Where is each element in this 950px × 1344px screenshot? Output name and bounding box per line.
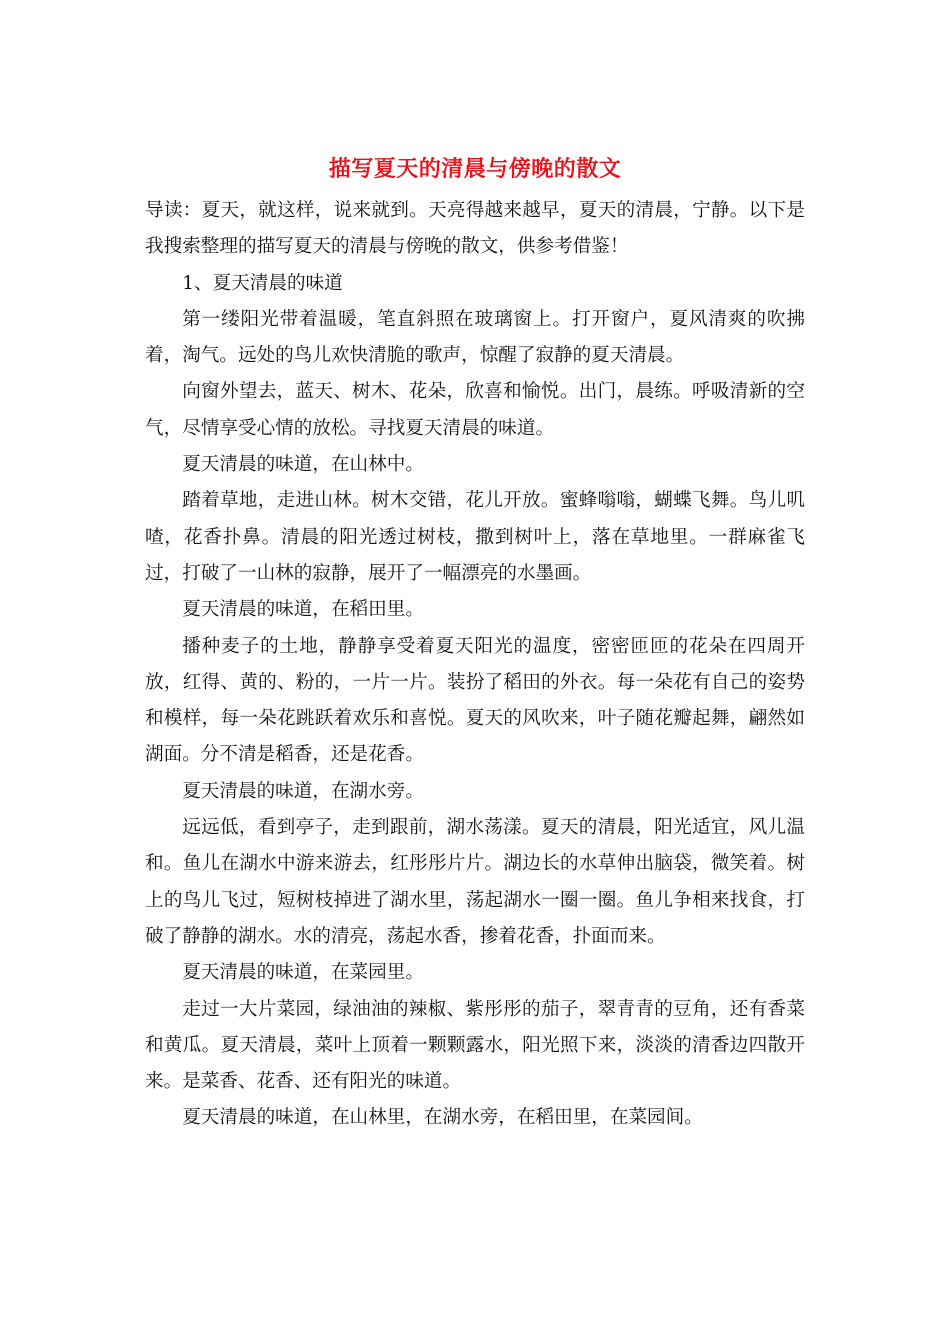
paragraph: 远远低，看到亭子，走到跟前，湖水荡漾。夏天的清晨，阳光适宜，风儿温和。鱼儿在湖水中游来游去，红彤彤片片。湖边长的水草伸出脑袋，微笑着。树上的鸟儿飞过，短树枝掉进了湖水里，荡起湖水一圈一圈。鱼儿争相来找食，打破了静静的湖水。水的清亮，荡起水香，掺着花香，扑面而来。 xyxy=(145,817,805,947)
section-heading: 1、夏天清晨的味道 xyxy=(182,272,343,294)
paragraph: 夏天清晨的味道，在菜园里。 xyxy=(182,962,424,984)
paragraph: 夏天清晨的味道，在稻田里。 xyxy=(182,599,424,621)
paragraph: 第一缕阳光带着温暖，笔直斜照在玻璃窗上。打开窗户，夏风清爽的吹拂着，淘气。远处的鸟儿欢快清脆的歌声，惊醒了寂静的夏天清晨。 xyxy=(145,308,805,367)
paragraph: 走过一大片菜园，绿油油的辣椒、紫彤彤的茄子，翠青青的豆角，还有香菜和黄瓜。夏天清晨，菜叶上顶着一颗颗露水，阳光照下来，淡淡的清香边四散开来。是菜香、花香、还有阳光的味道。 xyxy=(145,998,805,1093)
paragraph: 夏天清晨的味道，在山林里，在湖水旁，在稻田里，在菜园间。 xyxy=(182,1107,703,1129)
document-title: 描写夏天的清晨与傍晚的散文 xyxy=(328,156,622,182)
paragraph: 夏天清晨的味道，在湖水旁。 xyxy=(182,780,424,802)
intro-paragraph: 导读：夏天，就这样，说来就到。天亮得越来越早，夏天的清晨，宁静。以下是我搜索整理的描写夏天的清晨与傍晚的散文，供参考借鉴！ xyxy=(145,200,805,258)
paragraph: 向窗外望去，蓝天、树木、花朵，欣喜和愉悦。出门，晨练。呼吸清新的空气，尽情享受心情的放松。寻找夏天清晨的味道。 xyxy=(145,381,805,439)
paragraph: 夏天清晨的味道，在山林中。 xyxy=(182,454,424,476)
paragraph: 踏着草地，走进山林。树木交错，花儿开放。蜜蜂嗡嗡，蝴蝶飞舞。鸟儿叽喳，花香扑鼻。清晨的阳光透过树枝，撒到树叶上，落在草地里。一群麻雀飞过，打破了一山林的寂静，展开了一幅漂亮的水墨画。 xyxy=(145,490,805,584)
paragraph: 播种麦子的土地，静静享受着夏天阳光的温度，密密匝匝的花朵在四周开放，红得、黄的、粉的，一片一片。装扮了稻田的外衣。每一朵花有自己的姿势和模样，每一朵花跳跃着欢乐和喜悦。夏天的风吹来，叶子随花瓣起舞，翩然如湖面。分不清是稻香，还是花香。 xyxy=(145,635,805,766)
document-body xyxy=(145,147,805,1137)
